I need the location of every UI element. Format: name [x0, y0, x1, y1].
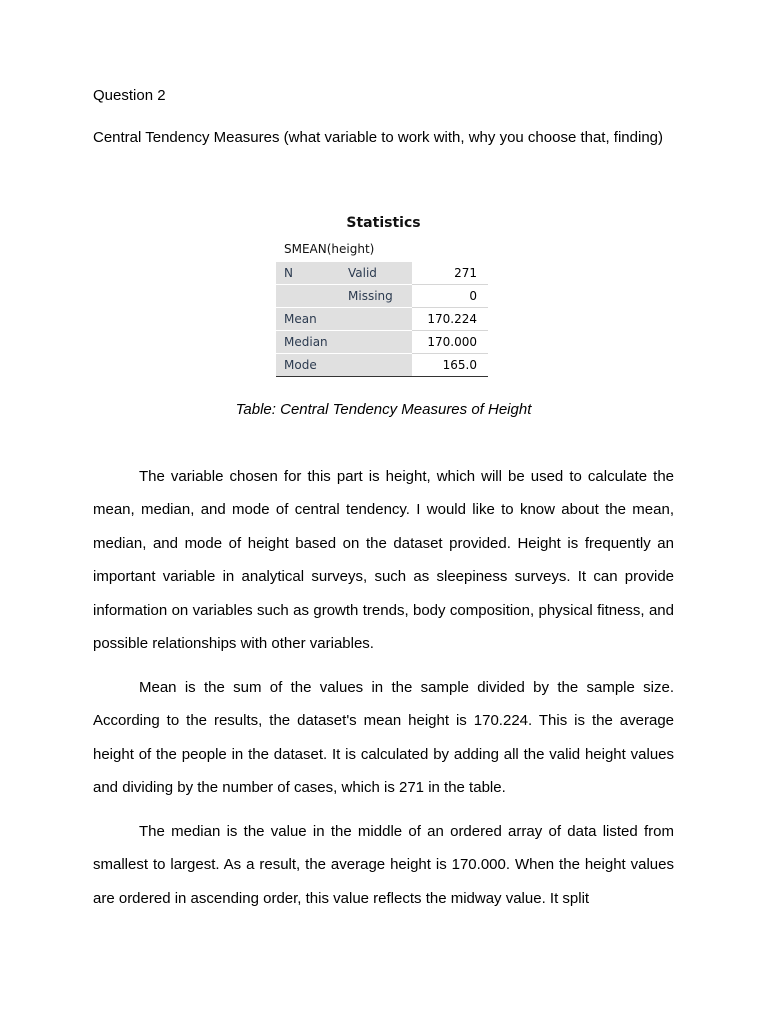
- row-header-n: N: [276, 262, 340, 285]
- mean-value: 170.224: [412, 308, 488, 331]
- statistics-table: [276, 262, 488, 377]
- paragraph: The median is the value in the middle of an ordered array of data listed from smallest to largest. As a result, the average height is 170.000. When the height values are ordered in ascending order, this value reflects the midway value. It split: [93, 823, 674, 907]
- row-header-missing: Missing: [340, 285, 412, 308]
- row-header-mode: Mode: [276, 354, 412, 377]
- missing-value: 0: [412, 285, 488, 308]
- statistics-variable-label: SMEAN(height): [284, 242, 375, 256]
- table-row: [276, 308, 488, 331]
- table-row: [276, 285, 488, 308]
- table-caption: Table: Central Tendency Measures of Height: [235, 401, 532, 418]
- table-row: [276, 354, 488, 377]
- row-header-median: Median: [276, 331, 412, 354]
- table-row: [276, 331, 488, 354]
- median-value: 170.000: [412, 331, 488, 354]
- valid-value: 271: [412, 262, 488, 285]
- row-header-valid: Valid: [340, 262, 412, 285]
- statistics-table-title: Statistics: [346, 215, 421, 231]
- section-heading: Central Tendency Measures (what variable to work with, why you choose that, finding): [93, 129, 664, 146]
- mode-value: 165.0: [412, 354, 488, 377]
- row-header-empty: [276, 285, 340, 308]
- row-header-mean: Mean: [276, 308, 412, 331]
- paragraph: Mean is the sum of the values in the sample divided by the sample size. According to the results, the dataset's mean height is 170.224. This is the average height of the people in the dataset. It is calculated by adding all the valid height values and dividing by the number of cases, which is 271 in the table.: [93, 679, 674, 797]
- paragraph: The variable chosen for this part is height, which will be used to calculate the mean, median, and mode of central tendency. I would like to know about the mean, median, and mode of height based on the dataset provided. Height is frequently an important variable in analytical surveys, such as sleepiness surveys. It can provide information on variables such as growth trends, body composition, physical fitness, and possible relationships with other variables.: [93, 468, 674, 653]
- question-heading: Question 2: [93, 87, 166, 104]
- table-row: [276, 262, 488, 285]
